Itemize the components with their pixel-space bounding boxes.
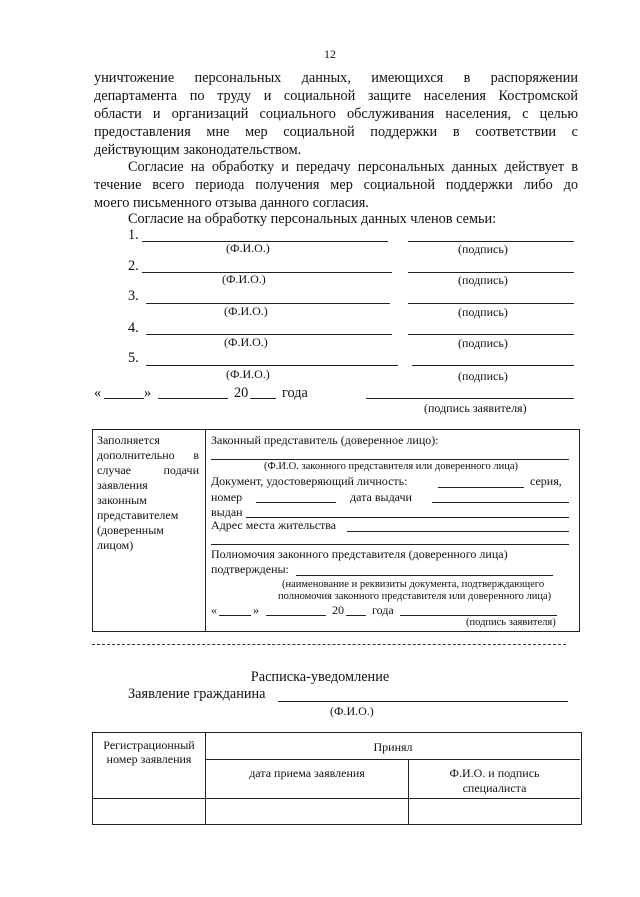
issued-by-label: выдан (211, 505, 243, 519)
year-prefix: 20 (234, 385, 249, 401)
fio-caption: (Ф.И.О.) (226, 241, 270, 255)
accepted-header: Принял (373, 740, 413, 754)
box-month-field[interactable] (266, 615, 326, 616)
rep-fio-field[interactable] (211, 459, 569, 460)
cut-line (92, 644, 566, 645)
box-day-field[interactable] (219, 615, 251, 616)
applicant-signature-caption: (подпись заявителя) (424, 401, 527, 415)
fio-caption: (Ф.И.О.) (222, 272, 266, 286)
fio-field[interactable] (146, 303, 390, 304)
signature-caption: (подпись) (458, 305, 508, 319)
signature-field[interactable] (412, 365, 574, 366)
doc-label: Документ, удостоверяющий личность: (211, 474, 408, 488)
note-line: дополнительно в (97, 448, 199, 462)
box-signature-field[interactable] (400, 615, 557, 616)
paragraph-line: уничтожение персональных данных, имеющихся в распоряжении (94, 70, 578, 86)
date-header: дата приема заявления (249, 766, 365, 780)
signature-caption: (подпись) (458, 369, 508, 383)
signature-caption: (подпись) (458, 336, 508, 350)
signature-caption: (подпись) (458, 273, 508, 287)
box-year-word: года (372, 603, 394, 617)
address-field-2[interactable] (211, 544, 569, 545)
box-year-prefix: 20 (332, 603, 344, 617)
paragraph-line: течение всего периода получения мер социальной поддержки либо до (94, 177, 578, 193)
rep-label: Законный представитель (доверенное лицо): (211, 433, 439, 447)
note-line: законным (97, 493, 147, 507)
powers-field[interactable] (296, 575, 553, 576)
fio-caption: (Ф.И.О.) (224, 304, 268, 318)
box-close-quote: » (253, 603, 259, 617)
fio-caption: (Ф.И.О.) (226, 367, 270, 381)
powers-caption-2: полномочия законного представителя или доверенного лица) (278, 591, 552, 602)
paragraph-line: области и организаций социального обслуживания населения, с целью (94, 106, 578, 122)
note-line: случае подачи (97, 463, 199, 477)
page-number: 12 (324, 47, 336, 61)
applicant-signature-field[interactable] (366, 398, 574, 399)
open-quote: « (94, 385, 102, 401)
reg-number-cell[interactable] (93, 799, 205, 823)
powers-label-2: подтверждены: (211, 562, 289, 576)
fio-field[interactable] (146, 334, 392, 335)
citizen-fio-field[interactable] (278, 701, 568, 702)
paragraph-line: моего письменного отзыва данного согласия. (94, 195, 369, 211)
paragraph-line: Согласие на обработку и передачу персональных данных действует в (128, 159, 578, 175)
powers-caption: (наименование и реквизиты документа, подтверждающего (282, 579, 545, 590)
year-field[interactable] (250, 398, 276, 399)
series-label: серия, (530, 474, 562, 488)
note-line: Заполняется (97, 433, 160, 447)
member-number: 4. (128, 320, 139, 336)
rep-fio-caption: (Ф.И.О. законного представителя или доверенного лица) (264, 461, 518, 472)
date-cell[interactable] (206, 799, 408, 823)
note-line: лицом) (97, 538, 134, 552)
fio-field[interactable] (146, 365, 398, 366)
fio-field[interactable] (142, 272, 392, 273)
citizen-fio-caption: (Ф.И.О.) (330, 704, 374, 718)
specialist-header: Ф.И.О. и подпись (449, 766, 540, 780)
box-divider (205, 429, 206, 631)
number-field[interactable] (256, 502, 336, 503)
day-field[interactable] (104, 398, 144, 399)
fio-caption: (Ф.И.О.) (224, 335, 268, 349)
address-field[interactable] (347, 531, 569, 532)
note-line: (доверенным (97, 523, 164, 537)
month-field[interactable] (158, 398, 228, 399)
reg-number-header: Регистрационный (103, 738, 195, 752)
member-number: 2. (128, 258, 139, 274)
doc-field[interactable] (438, 487, 524, 488)
signature-field[interactable] (408, 334, 574, 335)
box-signature-caption: (подпись заявителя) (466, 617, 556, 628)
note-line: представителем (97, 508, 179, 522)
signature-caption: (подпись) (458, 242, 508, 256)
box-open-quote: « (211, 603, 217, 617)
member-number: 3. (128, 288, 139, 304)
year-word: года (282, 385, 308, 401)
reg-number-header-2: номер заявления (106, 752, 192, 766)
number-label: номер (211, 490, 243, 504)
note-line: заявления (97, 478, 148, 492)
paragraph-line: действующим законодательством. (94, 142, 302, 158)
member-number: 1. (128, 227, 139, 243)
specialist-cell[interactable] (409, 799, 580, 823)
statement-label: Заявление гражданина (128, 686, 266, 702)
member-number: 5. (128, 350, 139, 366)
close-quote: » (144, 385, 152, 401)
receipt-title: Расписка-уведомление (250, 669, 390, 685)
box-year-field[interactable] (346, 615, 366, 616)
specialist-header-2: специалиста (462, 781, 527, 795)
table-divider (205, 759, 580, 760)
address-label: Адрес места жительства (211, 518, 337, 532)
signature-field[interactable] (408, 303, 574, 304)
paragraph-line: департамента по труду и социальной защите населения Костромской (94, 88, 578, 104)
issue-date-field[interactable] (432, 502, 569, 503)
powers-label: Полномочия законного представителя (доверенного лица) (211, 547, 508, 561)
issue-date-label: дата выдачи (350, 490, 412, 504)
family-heading: Согласие на обработку персональных данных членов семьи: (128, 211, 497, 227)
paragraph-line: предоставления мне мер социальной поддержки в соответствии с (94, 124, 578, 140)
